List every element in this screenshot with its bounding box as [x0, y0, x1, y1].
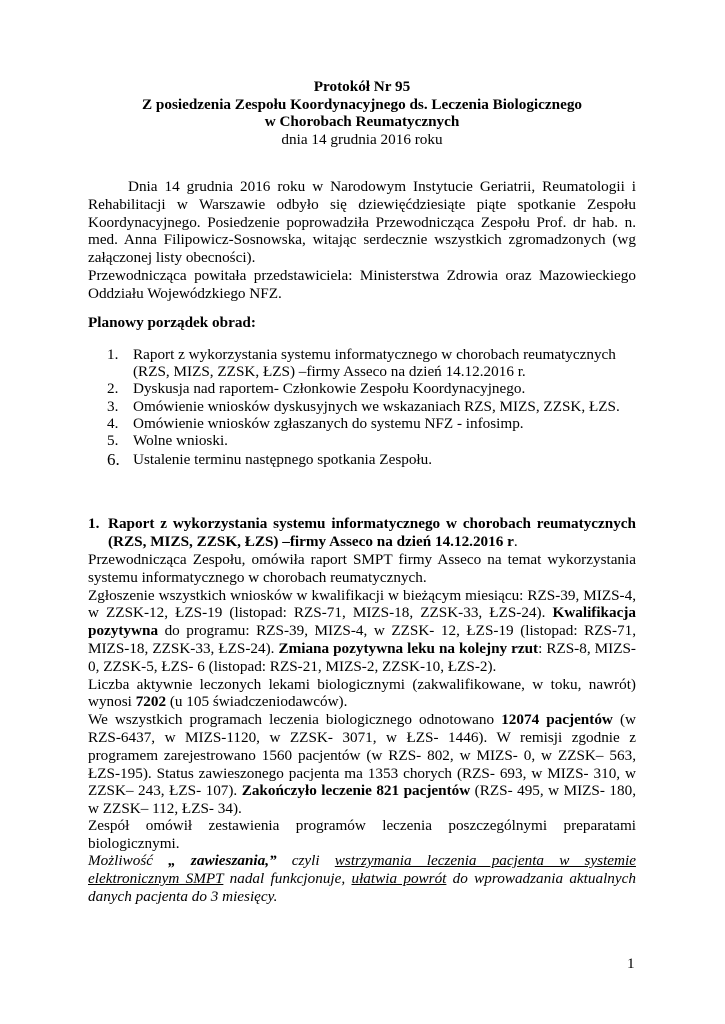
meeting-subtitle: w Chorobach Reumatycznych — [264, 113, 460, 130]
active-treatment-paragraph: Liczba aktywnie leczonych lekami biologicznymi (zakwalifikowane, w toku, nawrót) wynosi 7202 (u 105 świadczeniodawców). — [88, 675, 636, 711]
agenda-item: 3. Omówienie wniosków dyskusyjnych we wskazaniach RZS, MIZS, ZZSK, ŁZS. — [107, 397, 620, 415]
meeting-title: Z posiedzenia Zespołu Koordynacyjnego ds. Leczenia Biologicznego — [141, 95, 583, 113]
patients-paragraph: We wszystkich programach leczenia biologicznego odnotowano 12074 pacjentów (w RZS-6437, w MIZS-1120, w ZZSK- 3071, w ŁZS- 1446). W remisji zgodnie z programem zarejestrowano 1560 pacjentów (w RZS- 802, w MIZS- 0, w ZZSK– 563, ŁZS-195). Status zawieszonego pacjenta ma 1353 chorych (RZS- 693, w MIZS- 310, w ZZSK– 243, ŁZS- 107). Zakończyło leczenie 821 pacjentów (RZS- 495, w MIZS- 180, w ZZSK– 112, ŁZS- 34). — [88, 711, 636, 818]
section-body — [88, 551, 636, 818]
agenda-item: 2. Dyskusja nad raportem- Członkowie Zespołu Koordynacyjnego. — [107, 380, 526, 398]
agenda-item: 6. Ustalenie terminu następnego spotkania Zespołu. — [107, 450, 433, 470]
agenda-list — [88, 346, 636, 468]
intro-section — [88, 178, 636, 303]
applications-paragraph: Zgłoszenie wszystkich wniosków w kwalifikacji w bieżącym miesiącu: RZS-39, MIZS-4, w ZZSK-12, ŁZS-19 (listopad: RZS-71, MIZS-18, ZZSK-33, ŁZS-24). Kwalifikacja pozytywna do programu: RZS-39, MIZS-4, w ZZSK- 12, ŁZS-19 (listopad: RZS-71, MIZS-18, ZZSK-33, ŁZS-24). Zmiana pozytywna leku na kolejny rzut: RZS-8, MIZS-0, ZZSK-5, ŁZS- 6 (listopad: RZS-21, MIZS-2, ZZSK-10, ŁZS-2). — [88, 586, 636, 675]
agenda-title: Planowy porządek obrad: — [88, 314, 256, 331]
protocol-number: Protokół Nr 95 — [313, 78, 411, 95]
suspension-paragraph: Możliwość „ zawieszania,” czyli wstrzymania leczenia pacjenta w systemie elektronicznym SMPT nadal funkcjonuje, ułatwia powrót do wprowadzania aktualnych danych pacjenta do 3 miesięcy. — [88, 852, 636, 905]
programs-paragraph: Zespół omówił zestawienia programów leczenia poszczególnymi preparatami biologicznymi. — [88, 817, 636, 852]
intro-paragraph: Dnia 14 grudnia 2016 roku w Narodowym Instytucie Geriatrii, Reumatologii i Rehabilitacji w Warszawie odbyło się dziewięćdziesiąte piąte spotkanie Zespołu Koordynacyjnego. Posiedzenie poprowadziła Przewodnicząca Zespołu Prof. dr hab. n. med. Anna Filipowicz-Sosnowska, witając serdecznie wszystkich zgromadzonych (wg załączonej listy obecności). — [88, 178, 636, 267]
section-heading: 1. Raport z wykorzystania systemu informatycznego w chorobach reumatycznych (RZS, MIZS, ZZSK, ŁZS) –firmy Asseco na dzień 14.12.2016 r. — [88, 515, 636, 550]
greeting-paragraph: Przewodnicząca powitała przedstawiciela: Ministerstwa Zdrowia oraz Mazowieckiego Oddziału Wojewódzkiego NFZ. — [88, 266, 636, 302]
document-header — [88, 78, 636, 148]
meeting-date: dnia 14 grudnia 2016 roku — [281, 130, 443, 148]
agenda-item: 1. Raport z wykorzystania systemu informatycznego w chorobach reumatycznych (RZS, MIZS, ZZSK, ŁZS) –firmy Asseco na dzień 14.12.2016 r. — [107, 346, 616, 381]
agenda-item: 5. Wolne wnioski. — [107, 432, 228, 450]
report-paragraph: Przewodnicząca Zespołu, omówiła raport SMPT firmy Asseco na temat wykorzystania systemu informatycznego w chorobach reumatycznych. — [88, 551, 636, 586]
agenda-item: 4. Omówienie wniosków zgłaszanych do systemu NFZ - infosimp. — [107, 414, 524, 432]
page-number: 1 — [627, 955, 635, 972]
